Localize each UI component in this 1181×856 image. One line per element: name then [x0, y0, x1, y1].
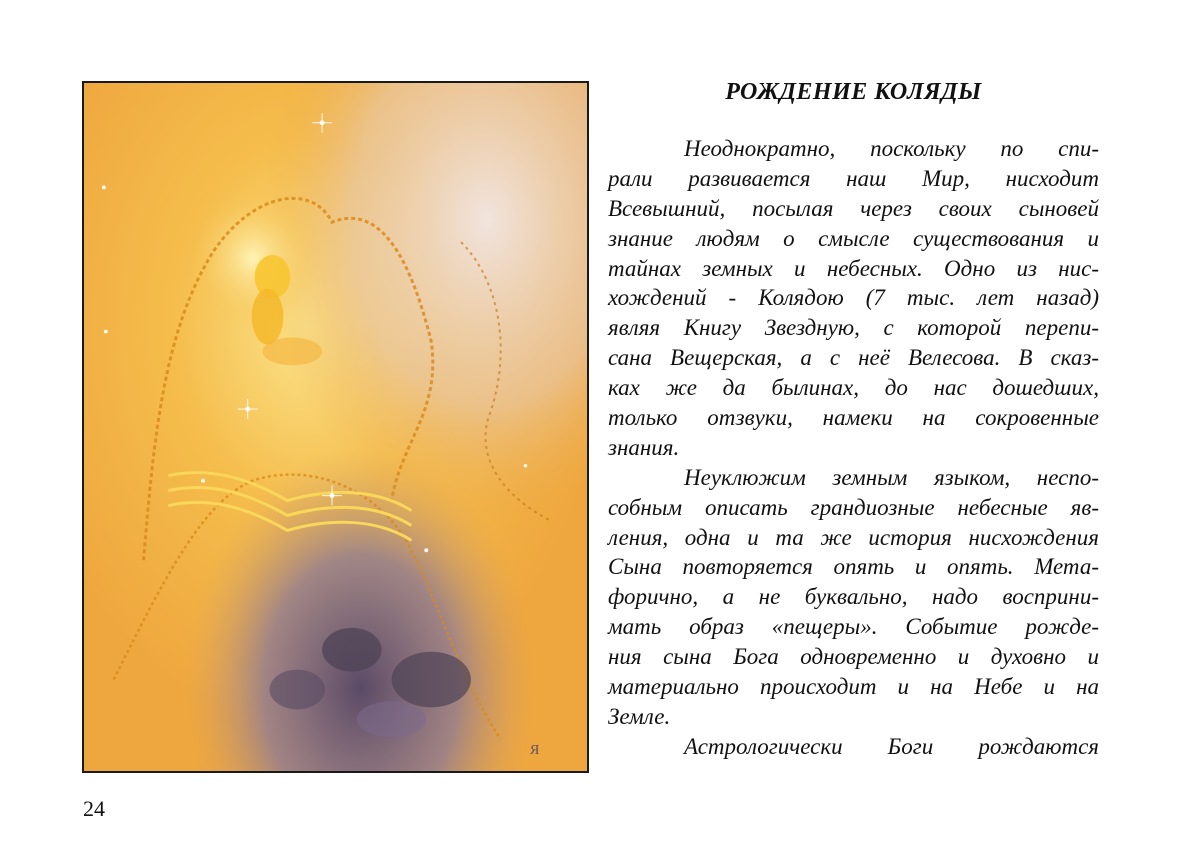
text-line: Астрологически Боги рождаются	[684, 733, 1099, 759]
text-line: являя Книгу Звездную, с которой перепи-	[608, 315, 1099, 341]
text-line: хождений - Колядою (7 тыс. лет назад)	[608, 285, 1099, 311]
text-line: материально происходит и на Небе и на	[608, 674, 1099, 700]
text-line: форично, а не буквально, надо восприни-	[608, 584, 1099, 610]
page-number: 24	[83, 796, 105, 821]
text-line: собным описать грандиозные небесные яв-	[608, 494, 1099, 520]
text-line: Сына повторяется опять и опять. Мета-	[608, 554, 1099, 580]
text-line: знание людям о смысле существования и	[608, 225, 1099, 251]
text-line: ках же да былинах, до нас дошедших,	[608, 375, 1099, 401]
text-line: ления, одна и та же история нисхождения	[608, 524, 1099, 550]
painting-artwork	[84, 83, 587, 771]
text-line: мать образ «пещеры». Событие рожде-	[608, 614, 1099, 640]
paragraph	[608, 134, 1099, 463]
text-line: Всевышний, посылая через своих сыновей	[608, 195, 1099, 221]
text-line: рали развивается наш Мир, нисходит	[608, 165, 1099, 191]
text-line: Неоднократно, поскольку по спи-	[684, 136, 1099, 161]
text-line: Неуклюжим земным языком, неспо-	[684, 464, 1099, 490]
text-column	[608, 76, 1099, 762]
paragraph	[608, 463, 1099, 732]
illustration-painting	[82, 81, 589, 773]
text-line: только отзвуки, намеки на сокровенные	[608, 405, 1099, 431]
body-text	[608, 134, 1099, 762]
text-line: тайнах земных и небесных. Одно из нис-	[608, 255, 1099, 281]
page-title: РОЖДЕНИЕ КОЛЯДЫ	[725, 79, 982, 105]
text-line: сана Вещерская, а с неё Велесова. В сказ-	[608, 345, 1099, 371]
text-line: ния сына Бога одновременно и духовно и	[608, 644, 1099, 670]
text-line: Земле.	[608, 703, 671, 729]
paragraph	[608, 732, 1099, 762]
artist-signature: Я	[530, 743, 540, 758]
text-line: знания.	[608, 434, 680, 460]
